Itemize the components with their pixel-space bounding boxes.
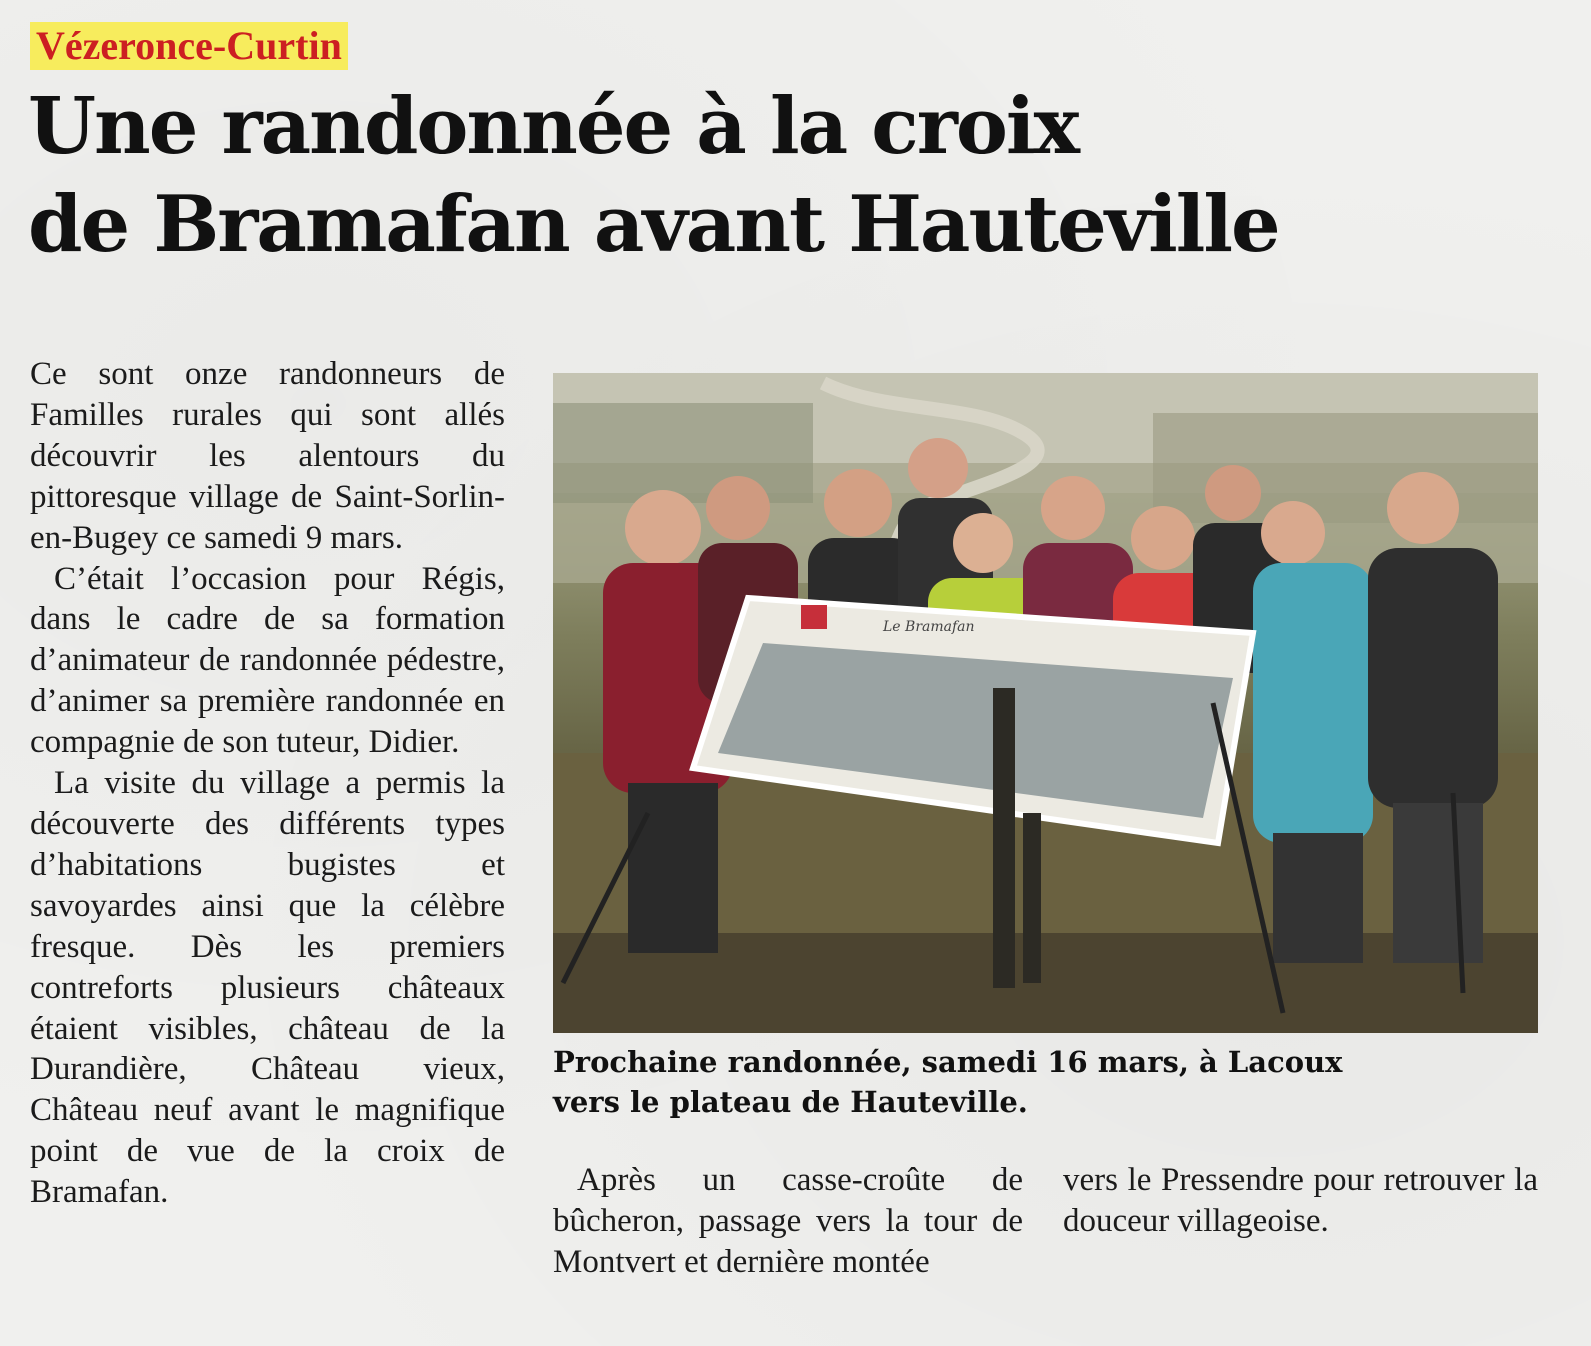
body-column-right xyxy=(1063,1160,1538,1242)
caption-line-2: vers le plateau de Hauteville. xyxy=(553,1085,1028,1119)
headline xyxy=(28,78,1408,274)
sign-label: Le Bramafan xyxy=(883,619,975,635)
bleed-through-text xyxy=(600,10,1100,70)
paragraph-5: vers le Pressendre pour retrouver la douceur villageoise. xyxy=(1063,1162,1538,1239)
group-photo xyxy=(553,373,1538,1033)
headline-line-2: de Bramafan avant Hauteville xyxy=(28,179,1279,270)
section-kicker: Vézeronce-Curtin xyxy=(30,22,348,70)
paragraph-2: C’était l’occasion pour Régis, dans le cadre de sa formation d’animateur de randonnée pédestre, d’animer sa première randonnée en compagnie de son tuteur, Didier. xyxy=(30,560,505,761)
paragraph-3: La visite du village a permis la découverte des différents types d’habitations bugistes et savoyardes ainsi que la célèbre fresque. Dès les premiers contreforts plusieurs châteaux étaient visibles, château de la Durandière, Château vieux, Château neuf avant le magnifique point de vue de la croix de Bramafan. xyxy=(30,765,505,1211)
body-column-middle xyxy=(553,1160,1023,1283)
photo-illustration xyxy=(553,373,1538,1033)
body-column-left xyxy=(30,354,505,1213)
headline-line-1: Une randonnée à la croix xyxy=(28,81,1079,172)
photo-caption xyxy=(553,1042,1373,1122)
caption-line-1: Prochaine randonnée, samedi 16 mars, à Lacoux xyxy=(553,1045,1343,1079)
paragraph-1: Ce sont onze randonneurs de Familles rurales qui sont allés découvrir les alentours du pittoresque village de Saint-Sorlin-en-Bugey ce samedi 9 mars. xyxy=(30,356,505,556)
paragraph-4: Après un casse-croûte de bûcheron, passage vers la tour de Montvert et dernière montée xyxy=(553,1162,1023,1280)
